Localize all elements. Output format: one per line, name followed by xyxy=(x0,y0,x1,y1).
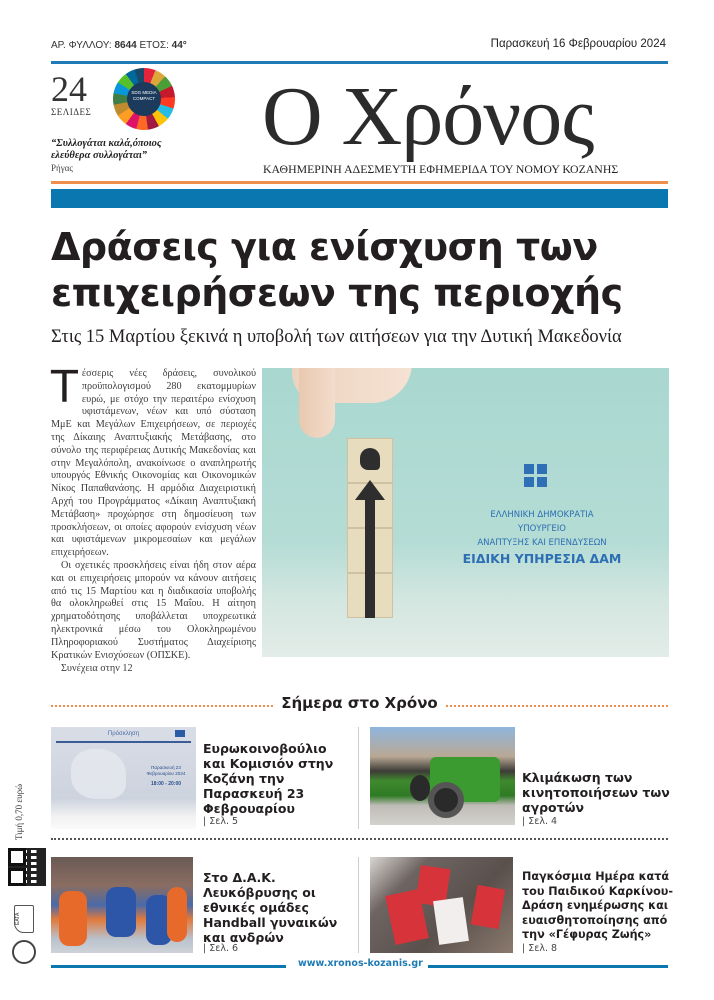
gov-line-3: ΑΝΑΠΤΥΞΗΣ ΚΑΙ ΕΠΕΝΔΥΣΕΩΝ xyxy=(477,538,607,548)
eata-logo: ΕΑΤΑ xyxy=(14,905,34,933)
orange-rule xyxy=(51,181,668,184)
arrow-up-icon xyxy=(355,480,385,500)
newspaper-title: Ο Χρόνος xyxy=(262,70,594,163)
teaser-page-ref[interactable]: | Σελ. 6 xyxy=(203,943,239,954)
invitation-line xyxy=(56,741,191,743)
leaflet-white xyxy=(433,897,469,945)
section-header xyxy=(51,694,668,716)
dropcap: Τ xyxy=(51,362,78,413)
player-blue xyxy=(106,887,136,937)
seal-logo xyxy=(12,940,36,964)
gov-line-2: ΥΠΟΥΡΓΕΙΟ xyxy=(518,524,566,534)
teaser-page-ref[interactable]: | Σελ. 5 xyxy=(203,816,239,827)
lead-article-body xyxy=(51,362,256,676)
player-orange xyxy=(59,891,87,946)
website-link[interactable]: www.xronos-kozanis.gr xyxy=(298,958,423,969)
masthead-quote: “Συλλογάται καλά,όποιος ελεύθερα συλλογάται” xyxy=(51,138,162,161)
year-value: 44° xyxy=(171,40,187,51)
footer-rule-right xyxy=(428,965,668,968)
teaser-title[interactable]: Κλιμάκωση των κινητοποιήσεων των αγροτών xyxy=(522,770,670,815)
teaser-image-invitation[interactable] xyxy=(51,727,196,829)
dotted-separator xyxy=(51,838,668,840)
quote-author: Ρήγας xyxy=(51,163,73,173)
ministry-caption xyxy=(432,508,652,568)
issue-number: 8644 xyxy=(114,40,137,51)
tractor-front-wheel xyxy=(410,775,430,801)
issue-info xyxy=(51,40,187,51)
section-title: Σήμερα στο Χρόνο xyxy=(273,694,446,712)
gov-line-4: ΕΙΔΙΚΗ ΥΠΗΡΕΣΙΑ ΔΑΜ xyxy=(462,551,622,566)
teaser-image-leaflets[interactable] xyxy=(370,857,513,953)
column-divider xyxy=(358,857,359,953)
teaser-title[interactable]: Στο Δ.Α.Κ. Λευκόβρυσης οι εθνικές ομάδες Handball γυναικών και ανδρών xyxy=(203,870,338,945)
greek-emblem-icon xyxy=(523,463,549,489)
teaser-page-ref[interactable]: | Σελ. 8 xyxy=(522,943,558,954)
leaflet-red xyxy=(471,885,506,929)
head-people-icon xyxy=(360,448,380,470)
eu-flag-icon xyxy=(175,730,185,737)
teaser-image-handball[interactable] xyxy=(51,857,193,953)
tractor-wheel xyxy=(428,782,464,818)
publication-date: Παρασκευή 16 Φεβρουαρίου 2024 xyxy=(490,38,666,50)
issue-label: ΑΡ. ΦΥΛΛΟΥ: xyxy=(51,40,112,51)
player-orange xyxy=(167,887,187,942)
top-rule xyxy=(51,61,668,64)
pages-count: 24 xyxy=(51,69,87,109)
sdg-badge-text: SDG MEDIA COMPACT xyxy=(127,82,161,116)
continued-link[interactable]: Συνέχεια στην 12 xyxy=(61,663,133,675)
lead-image xyxy=(262,368,669,657)
finger-illustration xyxy=(299,368,335,438)
sdg-media-compact-logo xyxy=(113,68,175,130)
paragraph-2: Οι σχετικές προσκλήσεις είναι ήδη στον αέρα και οι επιχειρήσεις μπορούν να κάνουν αιτήσεις από τις 15 Μαρτίου και η διαδικασία υποβολής θα ολοκληρωθεί στις 15 Μαΐου. Η αίτηση χρηματοδότησης υποβάλλεται υποχρεωτικά ηλεκτρονικά μέσω του Ολοκληρωμένου Πληροφοριακού Συστήματος Διαχείρισης Κρατικών Ενισχύσεων (ΟΠΣΚΕ). xyxy=(51,559,256,661)
price-label: Τιμή 0,70 ευρώ xyxy=(14,783,24,840)
qr-code-icon[interactable] xyxy=(8,848,46,886)
lead-headline[interactable]: Δράσεις για ενίσχυση των επιχειρήσεων της περιοχής xyxy=(51,225,623,315)
pages-label: ΣΕΛΙΔΕΣ xyxy=(51,107,92,117)
paragraph-1-text: έσσερις νέες δράσεις, συνολικού προϋπολογισμού 280 εκατομμυρίων ευρώ, με στόχο την περαιτέρω ενίσχυση υφιστάμενων, νέων και υπό σύσταση ΜμΕ και Μεγάλων Επιχειρήσεων, σε περιοχές της Δίκαιης Αναπτυξιακής Μετάβασης, στο σύνολο της περιφέρειας Δυτικής Μακεδονίας και στην Μεγαλόπολη, ανακοίνωσε ο αναπληρωτής υπουργός Εθνικής Οικονομίας και Οικονομικών Νίκος Παπαθανάσης. Η αρμόδια Διαχειριστική Αρχή του Προγράμματος «Δίκαιη Αναπτυξιακή Μετάβαση» προχώρησε στη δημοσίευση των προσκλήσεων, οι οποίες αφορούν ενίσχυση νέων και υφιστάμενων μικρομεσαίων και μεγάλων επιχειρήσεων. xyxy=(51,368,256,559)
year-label: ΕΤΟΣ: xyxy=(139,40,169,51)
blue-banner xyxy=(51,189,668,208)
teaser-title[interactable]: Ευρωκοινοβούλιο και Κομισιόν στην Κοζάνη την Παρασκευή 23 Φεβρουαρίου xyxy=(203,741,334,816)
column-divider xyxy=(358,727,359,829)
teaser-image-tractor[interactable] xyxy=(370,727,515,825)
newspaper-subtitle: ΚΑΘΗΜΕΡΙΝΗ ΑΔΕΣΜΕΥΤΗ ΕΦΗΜΕΡΙΔΑ ΤΟΥ ΝΟΜΟΥ ΚΟΖΑΝΗΣ xyxy=(263,162,619,176)
teaser-page-ref[interactable]: | Σελ. 4 xyxy=(522,816,558,827)
teaser-title[interactable]: Παγκόσμια Ημέρα κατά του Παιδικού Καρκίνου-Δράση ενημέρωσης και ευαισθητοποίησης από την «Γέφυρας Ζωής» xyxy=(522,870,673,941)
invitation-date: Παρασκευή 23 Φεβρουαρίου 2024 xyxy=(146,765,186,776)
footer-rule-left xyxy=(51,965,286,968)
arrow-shaft xyxy=(365,498,375,618)
invitation-heading: Πρόσκληση xyxy=(107,731,140,737)
section-title-wrap xyxy=(51,694,668,712)
gov-line-1: ΕΛΛΗΝΙΚΗ ΔΗΜΟΚΡΑΤΙΑ xyxy=(490,510,594,520)
invitation-time: 18:00 - 20:00 xyxy=(150,781,182,787)
paragraph-1 xyxy=(51,362,256,560)
lead-deck: Στις 15 Μαρτίου ξεκινά η υποβολή των αιτήσεων για την Δυτική Μακεδονία xyxy=(51,327,622,347)
map-shape xyxy=(71,749,126,799)
